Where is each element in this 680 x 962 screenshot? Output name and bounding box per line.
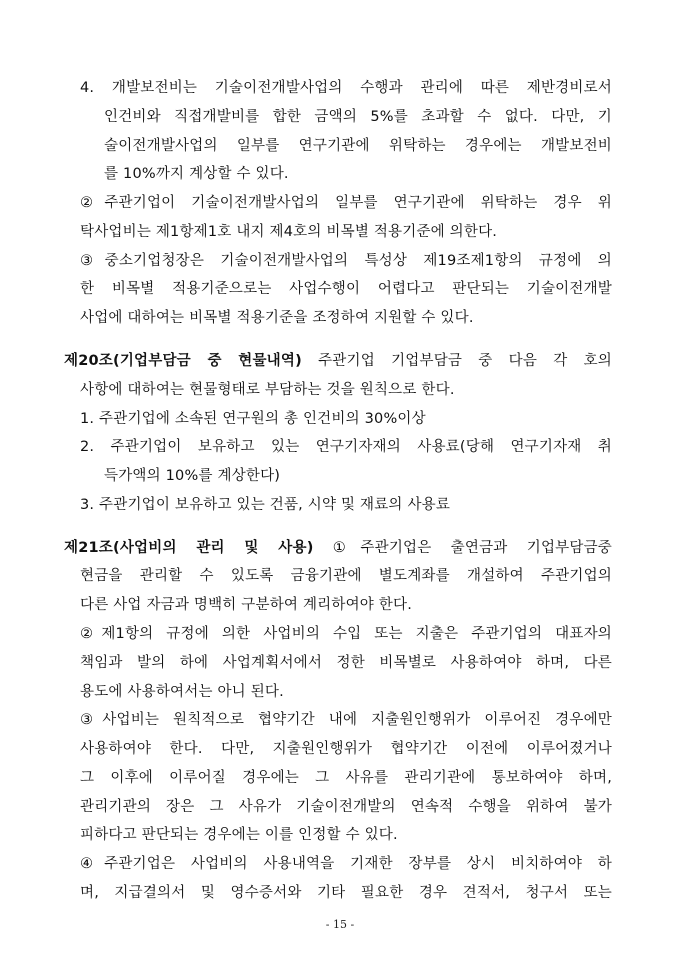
article-20-line-2: 사항에 대하여는 현물형태로 부담하는 것을 원칙으로 한다. bbox=[80, 381, 455, 398]
paragraph-2-line-1: ②주관기업이 기술이전개발사업의 일부를 연구기관에 위탁하는 경우 위 bbox=[80, 195, 612, 212]
article-21-first-line bbox=[64, 538, 612, 558]
article-20-item-1: 1. 주관기업에 소속된 연구원의 총 인건비의 30%이상 bbox=[80, 410, 426, 427]
item-4-line-4: 를 10%까지 계상할 수 있다. bbox=[104, 166, 289, 183]
article-21-line-3: 다른 사업 자금과 명백히 구분하여 계리하여야 한다. bbox=[80, 597, 413, 614]
article-20-item-3: 3. 주관기업이 보유하고 있는 건품, 시약 및 재료의 사용료 bbox=[80, 496, 451, 513]
item-4-line-3: 술이전개발사업의 일부를 연구기관에 위탁하는 경우에는 개발보전비 bbox=[104, 137, 612, 154]
article-21-paragraph-3-line-1: ③사업비는 원칙적으로 협약기간 내에 지출원인행위가 이루어진 경우에만 bbox=[80, 712, 612, 729]
paragraph-3-line-2: 한 비목별 적용기준으로는 사업수행이 어렵다고 판단되는 기술이전개발 bbox=[80, 281, 612, 298]
article-20-item-2-line-1: 2. 주관기업이 보유하고 있는 연구기자재의 사용료(당해 연구기자재 취 bbox=[80, 439, 612, 456]
paragraph-3-line-1: ③중소기업청장은 기술이전개발사업의 특성상 제19조제1항의 규정에 의 bbox=[80, 252, 612, 269]
page-number: - 15 - bbox=[325, 918, 355, 931]
article-21-paragraph-3-line-4: 관리기관의 장은 그 사유가 기술이전개발의 연속적 수행을 위하여 불가 bbox=[80, 798, 612, 815]
article-21-paragraph-2-line-2: 책임과 발의 하에 사업계획서에서 정한 비목별로 사용하여야 하며, 다른 bbox=[80, 654, 612, 671]
item-4-line-1: 4. 개발보전비는 기술이전개발사업의 수행과 관리에 따른 제반경비로서 bbox=[80, 80, 612, 96]
article-21-paragraph-2-line-1: ②제1항의 규정에 의한 사업비의 수입 또는 지출은 주관기업의 대표자의 bbox=[80, 625, 612, 642]
paragraph-3-line-3: 사업에 대하여는 비목별 적용기준을 조정하여 지원할 수 있다. bbox=[80, 310, 474, 327]
article-21-text-start: ①주관기업은 출연금과 기업부담금중 bbox=[313, 539, 612, 556]
article-21-paragraph-2-line-3: 용도에 사용하여서는 아니 된다. bbox=[80, 683, 284, 700]
article-21-paragraph-4-line-1: ④주관기업은 사업비의 사용내역을 기재한 장부를 상시 비치하여야 하 bbox=[80, 856, 612, 873]
item-4-line-2: 인건비와 직접개발비를 합한 금액의 5%를 초과할 수 없다. 다만, 기 bbox=[104, 108, 612, 125]
article-21-line-2: 현금을 관리할 수 있도록 금융기관에 별도계좌를 개설하여 주관기업의 bbox=[80, 568, 612, 585]
article-21-heading: 제21조(사업비의 관리 및 사용) bbox=[64, 539, 314, 556]
article-20-text-start: 주관기업 기업부담금 중 다음 각 호의 bbox=[301, 352, 612, 369]
article-21-paragraph-3-line-3: 그 이후에 이루어질 경우에는 그 사유를 관리기관에 통보하여야 하며, bbox=[80, 769, 612, 786]
paragraph-2-line-2: 탁사업비는 제1항제1호 내지 제4호의 비목별 적용기준에 의한다. bbox=[80, 223, 498, 240]
article-21-paragraph-4-line-2: 며, 지급결의서 및 영수증서와 기타 필요한 경우 견적서, 청구서 또는 bbox=[80, 885, 612, 901]
article-20-first-line bbox=[64, 351, 612, 371]
article-20-item-2-line-2: 득가액의 10%를 계상한다) bbox=[104, 468, 281, 485]
article-21-paragraph-3-line-5: 피하다고 판단되는 경우에는 이를 인정할 수 있다. bbox=[80, 827, 398, 844]
article-20-heading: 제20조(기업부담금 중 현물내역) bbox=[64, 352, 302, 369]
article-21-paragraph-3-line-2: 사용하여야 한다. 다만, 지출원인행위가 협약기간 이전에 이루어졌거나 bbox=[80, 741, 612, 758]
